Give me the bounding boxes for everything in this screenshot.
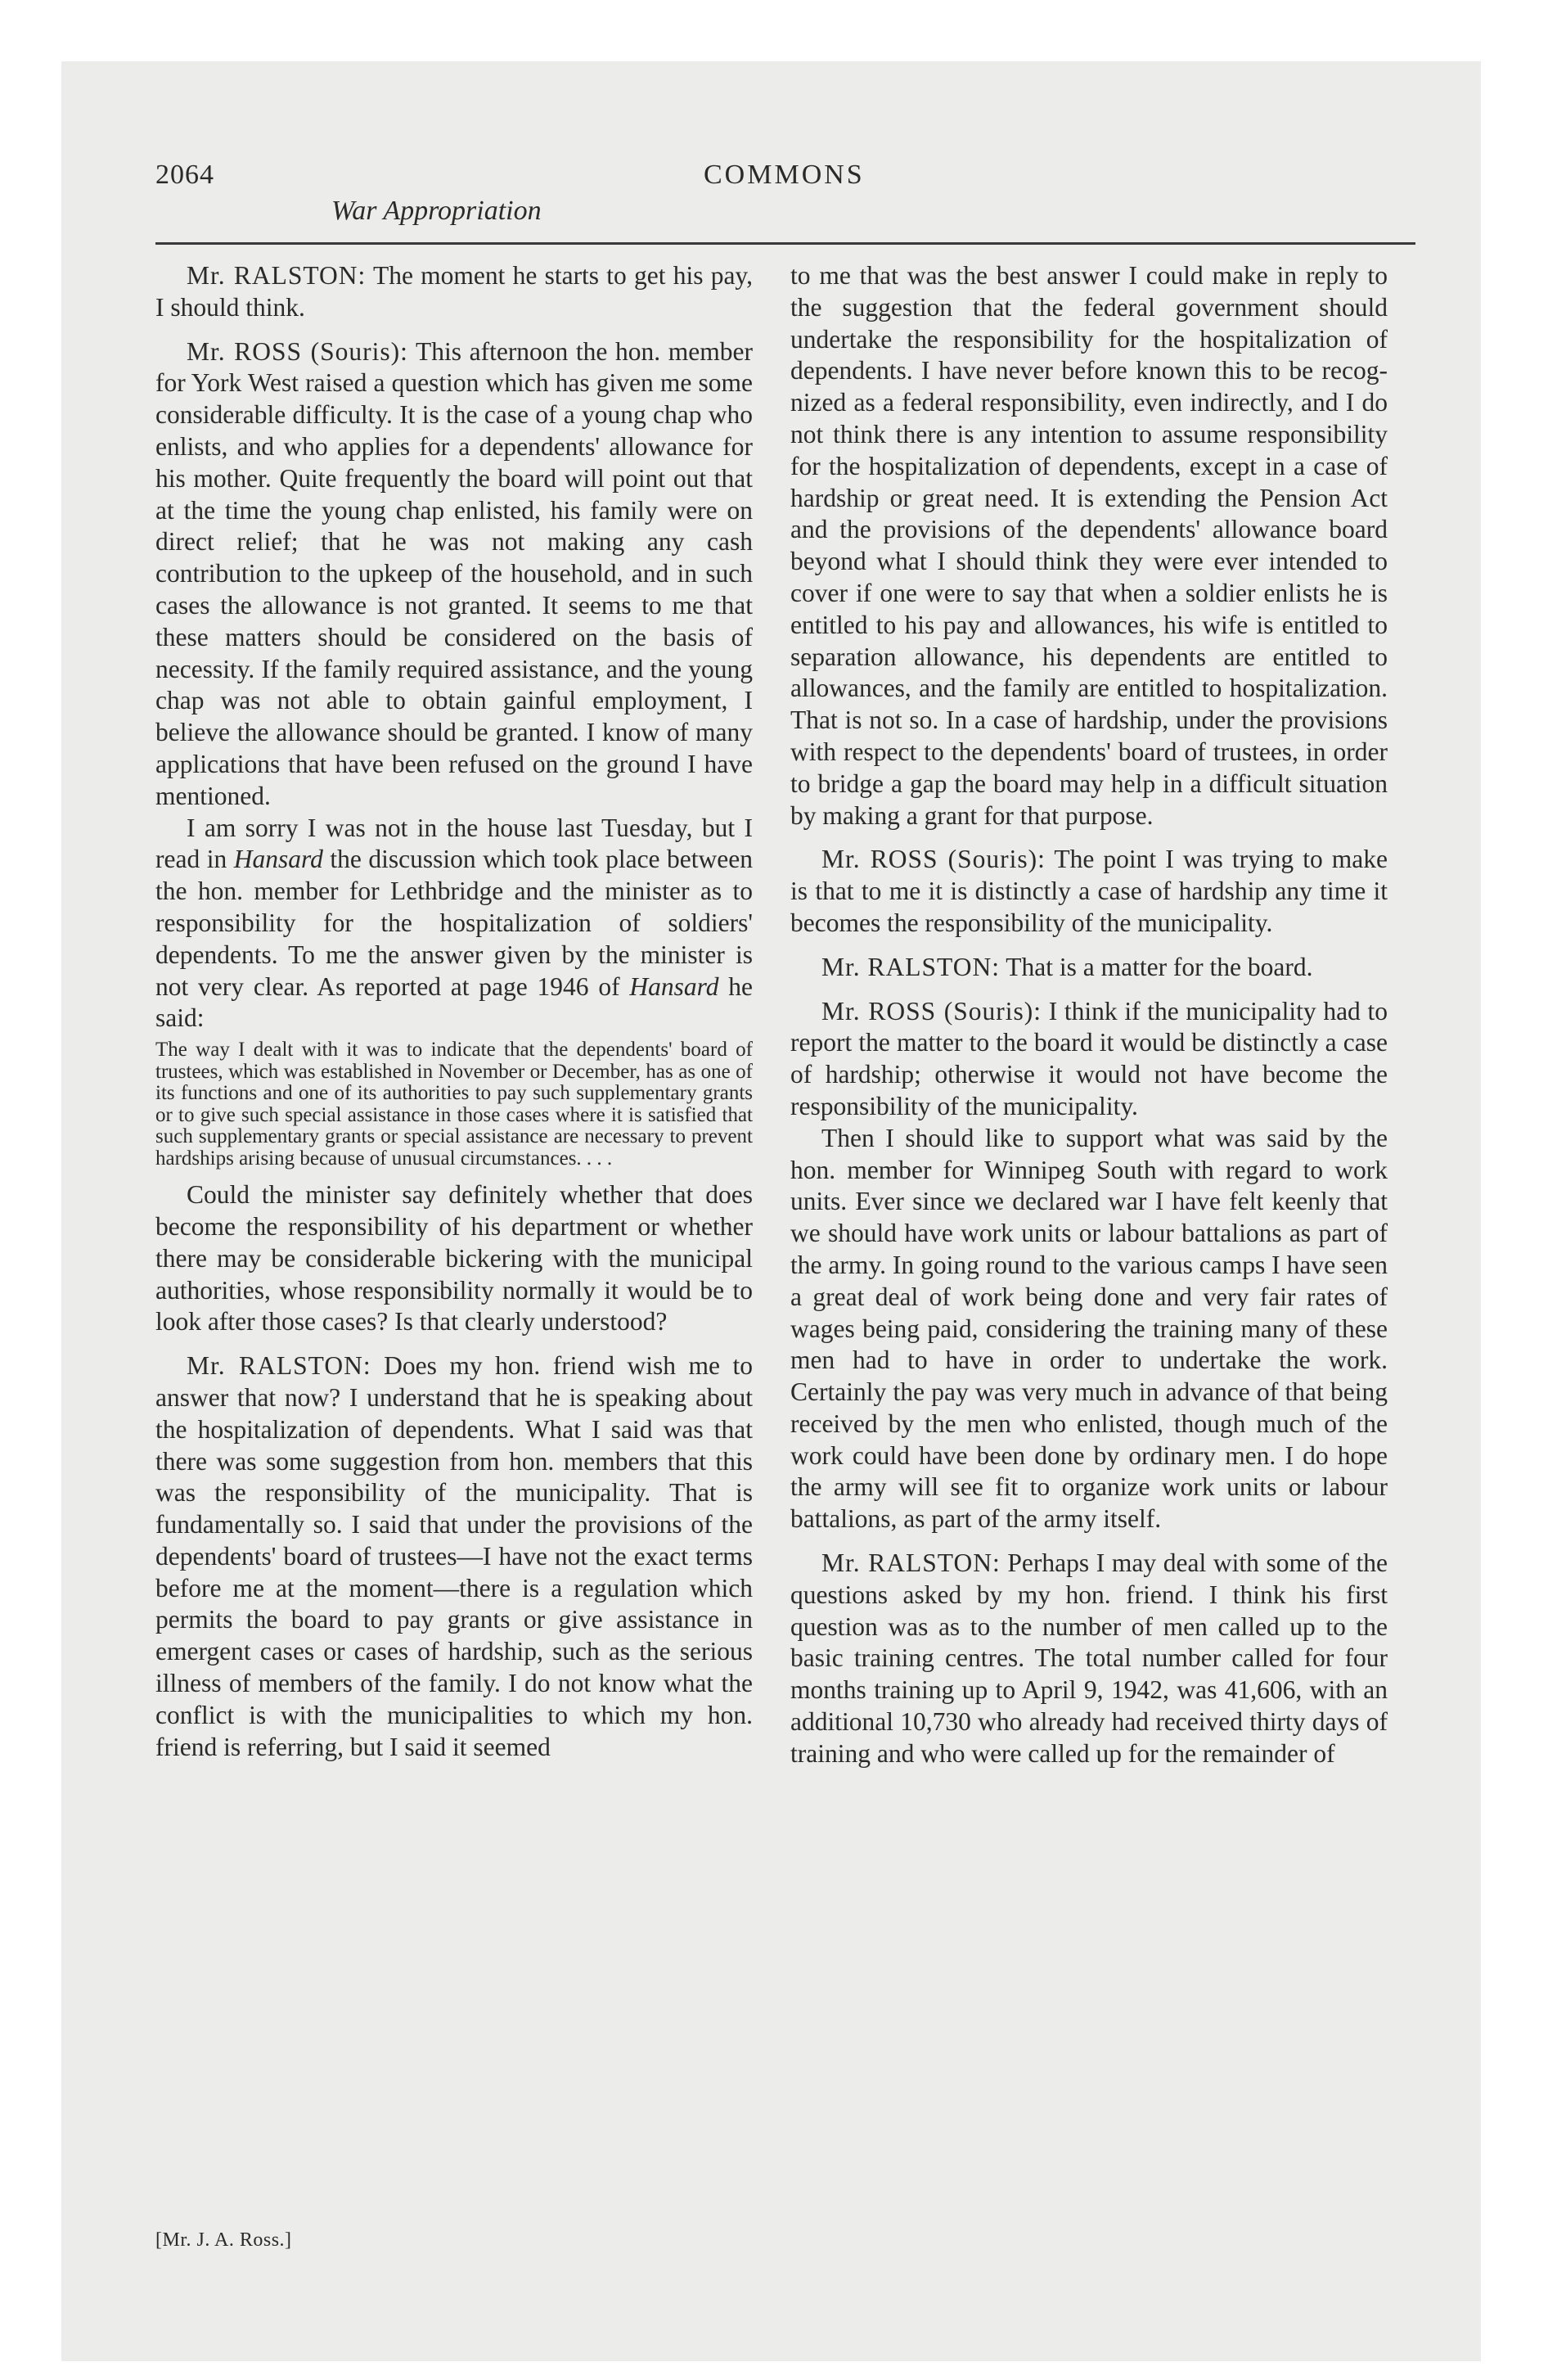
- paragraph-text: The point I was trying to make is that to me it is distinctly a case of hardship any time it becomes the responsibility of the municipality.: [790, 845, 1388, 937]
- paragraph: Could the minister say definitely whether that does become the responsibility of his department or whether there may be considerable bickering with the municipal authorities, whose responsibility normally it would be to look after those cases? Is that clearly understood?: [155, 1180, 753, 1336]
- paragraph: [155, 1350, 753, 1763]
- page-number: 2064: [155, 160, 214, 190]
- left-column: [155, 260, 753, 1763]
- header-rule: [155, 242, 1415, 245]
- paragraph: [155, 813, 753, 1035]
- speaker-name: Mr. RALSTON:: [821, 952, 1000, 981]
- paragraph-text: Does my hon. friend wish me to answer that now? I understand that he is speaking about the hospitalization of dependents. What I said was that there was some suggestion from hon. members that this was the responsibility of the municipality. That is fundamentally so. I said that under the provisions of the dependents' board of trustees—I have not the exact terms before me at the moment—there is a regulation which permits the board to pay grants or give assistance in emergent cases or cases of hardship, such as the serious illness of members of the family. I do not know what the conflict is with the municipalities to which my hon. friend is referring, but I said it seemed: [155, 1351, 753, 1761]
- paragraph: [790, 844, 1388, 939]
- paragraph: [790, 1548, 1388, 1770]
- paragraph-text: The moment he starts to get his pay, I should think.: [155, 261, 754, 322]
- speaker-name: Mr. RALSTON:: [821, 1548, 1001, 1578]
- publication-name: Hansard: [629, 971, 719, 1001]
- speaker-name: Mr. RALSTON:: [187, 261, 367, 290]
- speaker-name: Mr. ROSS (Souris):: [821, 845, 1046, 874]
- page-header: [155, 160, 1415, 241]
- paragraph-text: This afternoon the hon. member for York West raised a question which has given me some considerable difficulty. It is the case of a young chap who enlists, and who applies for a dependents' allowance for his mother. Quite frequently the board will point out that at the time the young chap enlisted, his family were on direct relief; that he was not making any cash contribution to the upkeep of the household, and in such cases the allowance is not granted. It seems to me that these matters should be considered on the basis of necessity. If the family required assistance, and the young chap was not able to obtain gainful employment, I believe the allowance should be granted. I know of many applications that have been refused on the ground I have mentioned.: [155, 336, 753, 810]
- running-title: COMMONS: [704, 160, 865, 190]
- paragraph: [155, 260, 753, 324]
- paragraph: [790, 952, 1388, 984]
- paragraph-text: he said:: [155, 971, 753, 1033]
- paragraph: [155, 336, 753, 813]
- publication-name: Hansard: [233, 845, 323, 874]
- running-subtitle: War Appropriation: [331, 196, 542, 226]
- right-column: [790, 260, 1388, 1770]
- paragraph: [790, 996, 1388, 1123]
- paragraph: to me that was the best answer I could make in reply to the suggestion that the federal government should undertake the responsibility for the hospitalization of dependents. I have never before known this to be recognized as a federal responsibility, even indirectly, and I do not think there is any intention to assume responsibility for the hospitalization of dependents, except in a case of hardship or great need. It is extending the Pension Act and the provisions of the dependents' allowance board beyond what I should think they were ever intended to cover if one were to say that when a soldier enlists he is entitled to his pay and allowances, his wife is entitled to separation allowance, his dependents are entitled to allowances, and the family are entitled to hospitalization. That is not so. In a case of hardship, under the provisions with respect to the dependents' board of trustees, in order to bridge a gap the board may help in a difficult situation by making a grant for that purpose.: [790, 261, 1388, 830]
- paragraph-text: Perhaps I may deal with some of the questions asked by my hon. friend. I think his first question was as to the number of men called up to the basic training centres. The total number called for four months training up to April 9, 1942, was 41,606, with an additional 10,730 who already had received thirty days of training and who were called up for the remainder of: [790, 1548, 1388, 1768]
- paragraph-text: I think if the municipality had to report the matter to the board it would be distinctly a case of hardship; otherwise it would not have become the responsibility of the municipality.: [790, 996, 1388, 1120]
- block-quote: The way I dealt with it was to indicate that the dependents' board of trustees, which was established in November or December, has as one of its functions and one of its authorities to pay such supplementary grants or to give such special assistance in those cases where it is satisfied that such supplementary grants or special assistance are necessary to prevent hardships arising because of unusual circumstances. . . .: [155, 1039, 753, 1170]
- footer-speaker-tag: [Mr. J. A. Ross.]: [155, 2229, 292, 2251]
- speaker-name: Mr. RALSTON:: [187, 1351, 371, 1381]
- speaker-name: Mr. ROSS (Souris):: [821, 996, 1042, 1025]
- speaker-name: Mr. ROSS (Souris):: [187, 336, 408, 366]
- paragraph-text: I am sorry I was not in the house last Tuesday, but I read in: [155, 813, 753, 874]
- paragraph-text: the discussion which took place between the hon. member for Lethbridge and the minister as to responsibility for the hospitalization of soldiers' dependents. To me the answer given by the minister is not very clear. As reported at page 1946 of: [155, 845, 753, 1001]
- paragraph-text: That is a matter for the board.: [999, 952, 1313, 981]
- paragraph: Then I should like to support what was said by the hon. member for Winnipeg South with regard to work units. Ever since we declared war I have felt keenly that we should have work units or labour battalions as part of the army. In going round to the various camps I have seen a great deal of work being done and very fair rates of wages being paid, considering the training many of these men had to have in order to undertake the work. Certainly the pay was very much in advance of that being received by the men who enlisted, though much of the work could have been done by ordinary men. I do hope the army will see fit to organize work units or labour battalions, as part of the army itself.: [790, 1123, 1388, 1534]
